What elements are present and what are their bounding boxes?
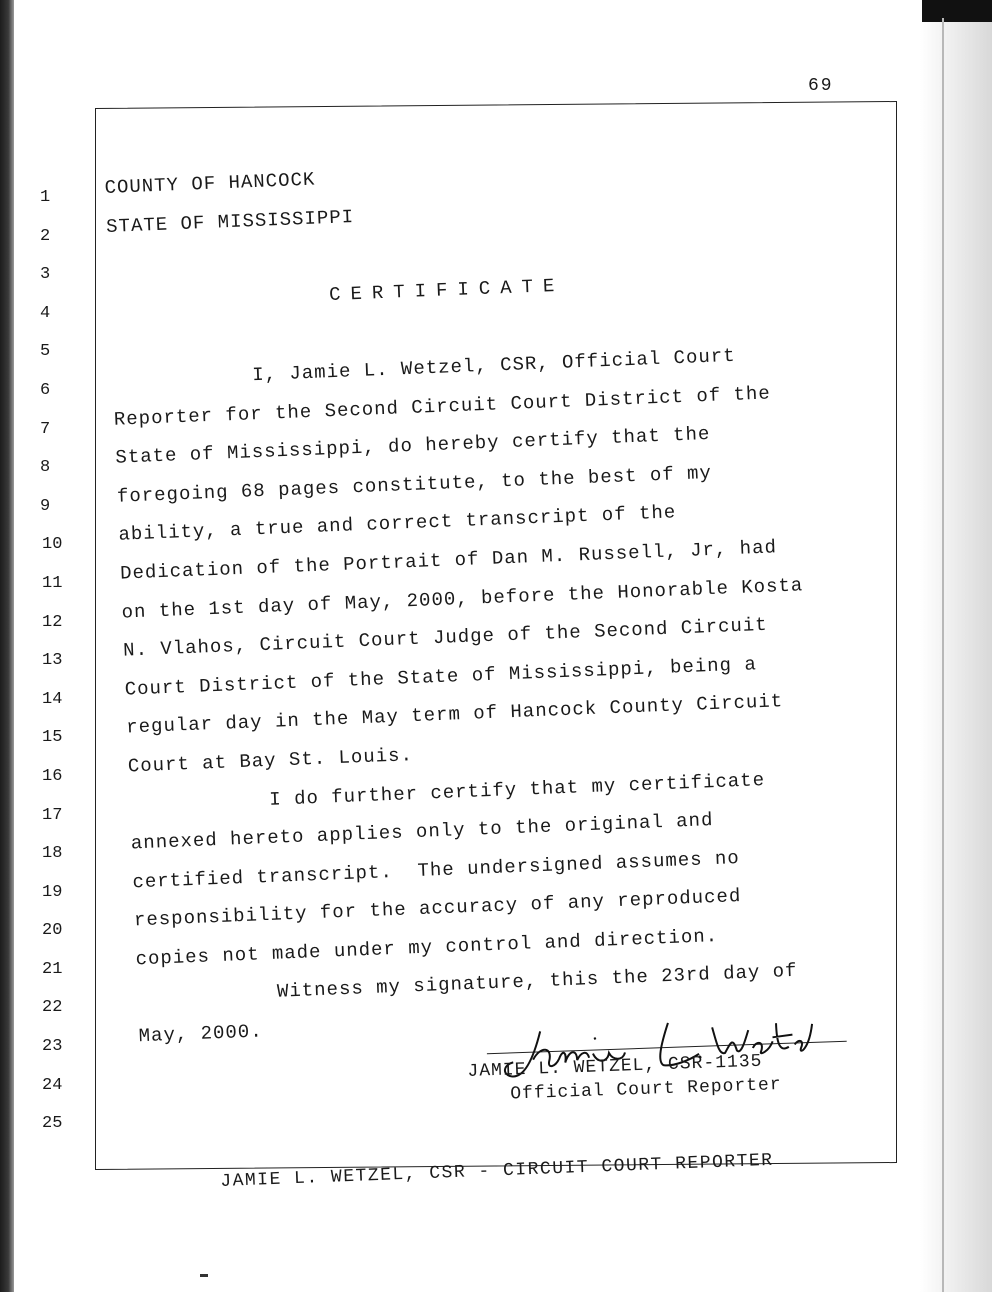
line-number: 25	[42, 1114, 63, 1134]
transcript-line: Court District of the State of Mississippi, being a	[124, 652, 758, 701]
line-number: 19	[42, 882, 63, 902]
transcript-line: Reporter for the Second Circuit Court District of the	[113, 381, 772, 431]
line-number: 5	[40, 342, 51, 362]
page-stack-edge	[942, 18, 944, 1292]
transcript-line: Dedication of the Portrait of Dan M. Russell, Jr, had	[119, 536, 778, 585]
transcript-line: foregoing 68 pages constitute, to the best of my	[116, 461, 713, 508]
transcript-line: I, Jamie L. Wetzel, CSR, Official Court	[251, 344, 737, 387]
line-number: 13	[42, 651, 63, 671]
line-number: 20	[42, 921, 63, 941]
line-number: 1	[40, 188, 51, 207]
certificate-body	[104, 141, 899, 1058]
county-heading: COUNTY OF HANCOCK	[104, 168, 316, 199]
signature-block	[466, 1015, 849, 1118]
line-number: 6	[40, 380, 51, 400]
line-number: 11	[42, 573, 63, 593]
signature-title: Official Court Reporter	[509, 1075, 782, 1105]
line-number: 4	[40, 303, 51, 323]
transcript-line: copies not made under my control and direction.	[135, 924, 719, 971]
transcript-line: I do further certify that my certificate	[268, 768, 766, 811]
line-number: 10	[42, 535, 63, 555]
line-number: 24	[42, 1075, 63, 1095]
transcript-line: certified transcript. The undersigned assumes no	[132, 846, 741, 894]
line-number: 7	[40, 419, 51, 439]
line-number: 17	[42, 805, 63, 825]
line-number: 12	[42, 612, 63, 632]
line-number-column	[30, 184, 100, 1149]
line-number: 18	[42, 844, 63, 864]
line-number: 8	[40, 458, 51, 478]
page-footer: JAMIE L. WETZEL, CSR - CIRCUIT COURT REPORTER	[220, 1150, 774, 1192]
line-number: 16	[42, 766, 63, 786]
line-number: 3	[40, 265, 51, 285]
line-number: 22	[42, 998, 63, 1018]
transcript-line: on the 1st day of May, 2000, before the Honorable Kosta	[121, 573, 804, 624]
transcript-line: annexed hereto applies only to the original and	[130, 809, 714, 855]
transcript-line: ability, a true and correct transcript of the	[118, 501, 677, 547]
line-number: 9	[40, 496, 51, 516]
line-number: 23	[42, 1037, 63, 1057]
line-number: 21	[42, 959, 63, 979]
state-heading: STATE OF MISSISSIPPI	[105, 205, 355, 238]
transcript-line: Court at Bay St. Louis.	[127, 743, 414, 778]
transcript-line: Witness my signature, this the 23rd day of	[276, 960, 798, 1004]
scan-speck	[200, 1274, 208, 1277]
scan-edge-right	[920, 0, 992, 1292]
transcript-line: responsibility for the accuracy of any reproduced	[133, 885, 742, 932]
line-number: 14	[42, 689, 63, 709]
page-number: 69	[808, 76, 834, 96]
line-number: 2	[40, 226, 51, 246]
certificate-title: CERTIFICATE	[328, 274, 565, 306]
transcript-line: regular day in the May term of Hancock County Circuit	[125, 690, 784, 739]
signature-name: JAMIE L. WETZEL, CSR-1135	[467, 1051, 763, 1082]
scan-edge-left	[0, 0, 14, 1292]
transcript-line: State of Mississippi, do hereby certify that the	[115, 423, 711, 469]
line-number: 15	[42, 728, 63, 748]
transcript-line: May, 2000.	[138, 1020, 264, 1048]
transcript-line: N. Vlahos, Circuit Court Judge of the Second Circuit	[122, 613, 769, 662]
